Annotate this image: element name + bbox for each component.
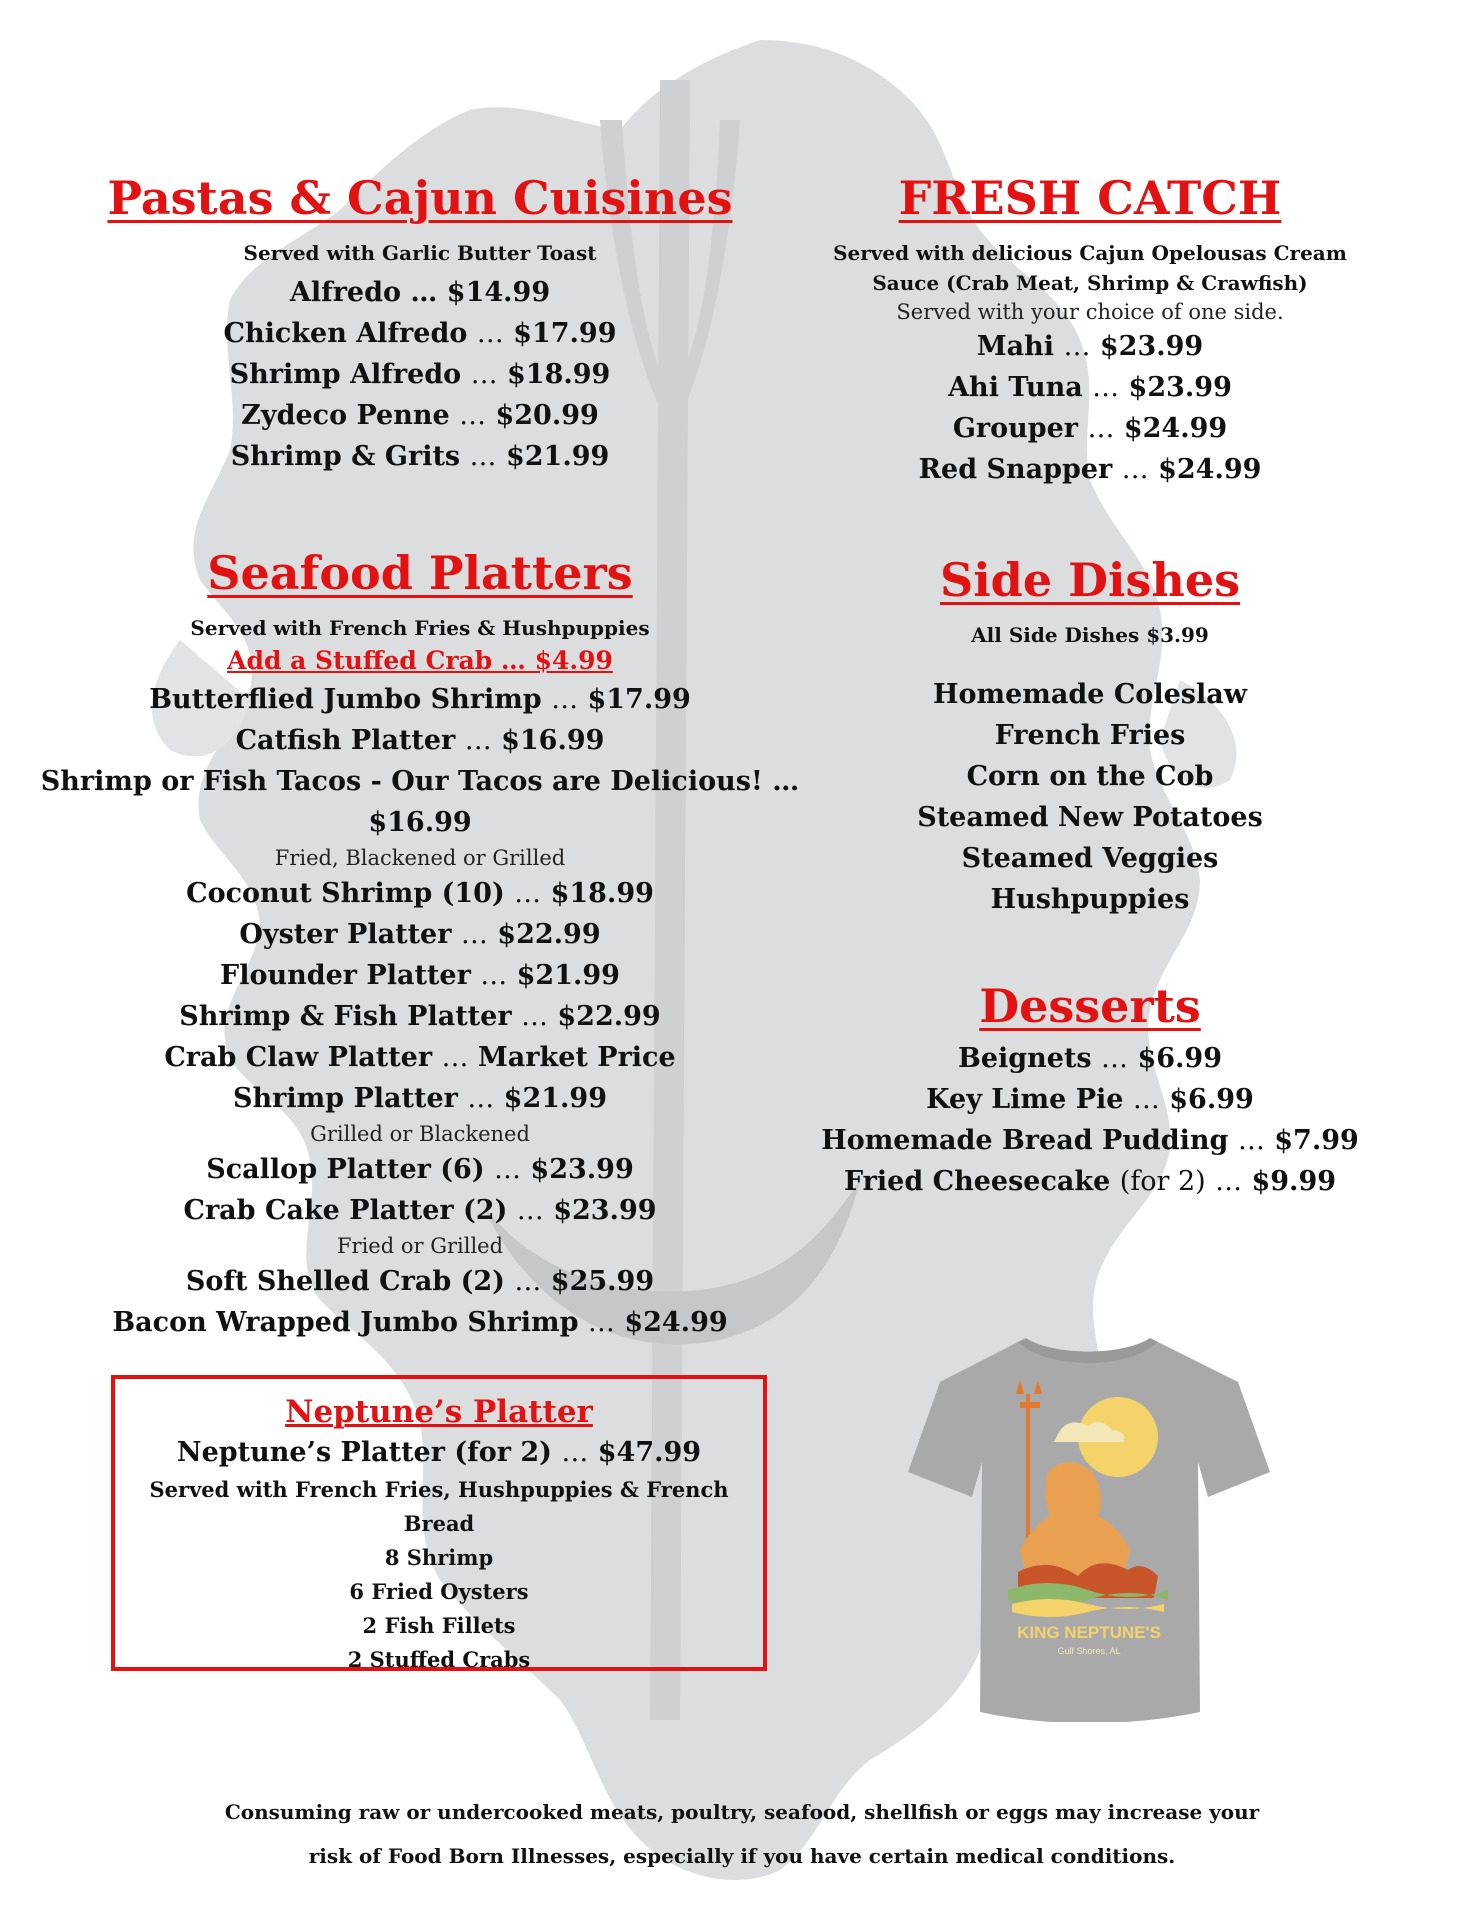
menu-item-price: $6.99 [1169,1084,1254,1115]
menu-item-note: Grilled or Blackened [310,1122,530,1146]
neptune-content-item: 2 Fish Fillets [362,1613,516,1638]
menu-item-name: Scallop Platter (6) [206,1154,485,1185]
menu-item-name: Flounder Platter [220,960,471,991]
side-dish-item: Homemade Coleslaw [933,679,1247,710]
menu-item [40,313,800,354]
menu-item-dots: … [1215,1166,1243,1197]
menu-item-name: Chicken Alfredo [223,318,468,349]
menu-item-dots: … [516,1195,544,1226]
menu-item-name: Shrimp & Fish Platter [179,1001,512,1032]
neptune-item-name: Neptune’s Platter (for 2) [176,1437,552,1468]
menu-item [40,1261,800,1302]
menu-item-name: Bacon Wrapped Jumbo Shrimp [112,1307,579,1338]
desserts-heading: Desserts [979,979,1201,1033]
menu-item-dots: … [1237,1125,1265,1156]
menu-item-price: $16.99 [501,725,605,756]
menu-item-price: Market Price [477,1042,676,1073]
neptune-item-dots: … [561,1437,589,1468]
pastas-list [40,272,800,477]
menu-item-price: $23.99 [1128,372,1232,403]
side-dish-item: Steamed New Potatoes [917,802,1263,833]
menu-item [40,914,800,955]
menu-item-dots: … [464,725,492,756]
menu-item-name: Crab Cake Platter (2) [183,1195,508,1226]
menu-item-dots: … [494,1154,522,1185]
menu-item-dots: … [480,960,508,991]
fresh-catch-section [820,170,1360,490]
menu-item-name: Shrimp Alfredo [229,359,462,390]
platters-heading: Seafood Platters [207,546,633,600]
menu-item-dots: … [1132,1084,1160,1115]
menu-item-dots: … [469,441,497,472]
menu-item-price: $21.99 [505,441,610,472]
menu-item-price: $24.99 [1123,413,1228,444]
side-dish-item: Steamed Veggies [961,843,1219,874]
menu-item [820,1038,1360,1079]
pastas-heading: Pastas & Cajun Cuisines [107,171,733,225]
menu-item-name: Shrimp Platter [232,1083,458,1114]
menu-item-price: $23.99 [1099,331,1204,362]
menu-item-name: Soft Shelled Crab (2) [185,1266,505,1297]
menu-item [820,367,1360,408]
menu-item-name: Grouper [952,413,1079,444]
menu-item-name: Shrimp & Grits [230,441,461,472]
menu-item-dots: … [460,919,488,950]
side-dish-item: French Fries [994,720,1186,751]
neptune-item-price: $47.99 [597,1437,702,1468]
menu-item [820,449,1360,490]
menu-item [40,761,800,843]
menu-item-name: Ahi Tuna [948,372,1083,403]
menu-item [40,873,800,914]
menu-item [820,1120,1360,1161]
right-column [820,170,1360,1202]
menu-item-note: Fried or Grilled [336,1234,504,1258]
neptune-note: Served with French Fries, Hushpuppies & French Bread [149,1477,729,1536]
menu-item-dots: … [476,318,504,349]
fresh-catch-note-1: Served with delicious Cajun Opelousas Cream [833,241,1347,265]
menu-item-price: $7.99 [1274,1125,1359,1156]
neptune-heading: Neptune’s Platter [285,1394,593,1430]
menu-item-dots: … [1121,454,1149,485]
tshirt-image [908,1322,1270,1722]
menu-item-name: Oyster Platter [239,919,452,950]
fresh-catch-note-2: Sauce (Crab Meat, Shrimp & Crawfish) [872,271,1308,295]
menu-item [40,1190,800,1231]
menu-item-name: Beignets [958,1043,1092,1074]
menu-item-name: Mahi [976,331,1055,362]
menu-item-note: Fried, Blackened or Grilled [274,846,566,870]
menu-item-dots: … [1063,331,1091,362]
menu-item-price: $24.99 [1158,454,1262,485]
neptune-contents-list [115,1541,763,1677]
menu-item-price: $20.99 [495,400,599,431]
menu-item [820,408,1360,449]
menu-item [40,272,800,313]
neptune-content-item: 2 Stuffed Crabs [347,1647,531,1672]
menu-item-dots: … [470,359,498,390]
side-dish-item: Corn on the Cob [966,761,1214,792]
disclaimer-line-1: Consuming raw or undercooked meats, poultry, seafood, shellfish or eggs may increase your [224,1800,1260,1824]
menu-item-name: Red Snapper [918,454,1113,485]
menu-item [40,720,800,761]
menu-item-price: $21.99 [503,1083,607,1114]
menu-item [40,955,800,996]
pastas-section [40,170,800,477]
menu-item-dots: … [467,1083,495,1114]
menu-item-price: $25.99 [550,1266,655,1297]
menu-item-price: $6.99 [1137,1043,1222,1074]
menu-item-dots: … [587,1307,615,1338]
menu-item-dots: … [514,878,542,909]
menu-item-price: $21.99 [516,960,620,991]
menu-item-name: Butterflied Jumbo Shrimp [149,684,542,715]
menu-item-dots: … [459,400,487,431]
menu-item-price: $9.99 [1251,1166,1337,1197]
fresh-catch-heading: FRESH CATCH [898,171,1282,225]
stuffed-crab-addon: Add a Stuffed Crab … $4.99 [227,646,613,675]
menu-item-name: Alfredo … $14.99 [289,277,551,308]
menu-item [820,326,1360,367]
health-disclaimer [200,1790,1284,1878]
platters-note: Served with French Fries & Hushpuppies [190,616,650,640]
menu-item-price: $22.99 [497,919,601,950]
menu-item-name: Catfish Platter [235,725,456,756]
platters-list [40,679,800,1343]
menu-item [40,1302,800,1343]
menu-item [40,395,800,436]
menu-item-dots: … [520,1001,548,1032]
menu-item-name: Fried Cheesecake [843,1166,1111,1197]
menu-item-price: $18.99 [507,359,611,390]
menu-item-dots: … [441,1042,469,1073]
menu-item-name: Zydeco Penne [241,400,450,431]
menu-item [820,1079,1360,1120]
sides-heading: Side Dishes [939,553,1240,607]
menu-item-name: Homemade Bread Pudding [821,1125,1229,1156]
menu-item-dots: … [1101,1043,1129,1074]
menu-item-price: $24.99 [624,1307,728,1338]
sides-section [820,552,1360,920]
menu-item-dots: … [514,1266,542,1297]
menu-item-dots: … [1087,413,1115,444]
menu-item-extra: (for 2) [1119,1166,1206,1197]
menu-item [40,354,800,395]
desserts-list [820,1038,1360,1202]
menu-item-dots: … [1092,372,1120,403]
menu-item-name: Coconut Shrimp (10) [186,878,505,909]
menu-item-price: $22.99 [557,1001,661,1032]
desserts-section [820,978,1360,1202]
pastas-note: Served with Garlic Butter Toast [243,241,597,265]
neptune-content-item: 6 Fried Oysters [349,1579,529,1604]
sides-list [820,674,1360,920]
neptune-content-item: 8 Shrimp [384,1545,494,1570]
menu-item [40,436,800,477]
menu-item-name: Crab Claw Platter [164,1042,433,1073]
menu-item [40,1037,800,1078]
neptune-item [115,1433,763,1473]
disclaimer-line-2: risk of Food Born Illnesses, especially if you have certain medical conditions. [308,1844,1176,1868]
tshirt-location: Gulf Shores, AL [1057,1646,1121,1656]
side-dish-item: Hushpuppies [990,884,1190,915]
fresh-catch-list [820,326,1360,490]
menu-item-price: $18.99 [550,878,654,909]
menu-item [40,996,800,1037]
menu-item-name: Key Lime Pie [926,1084,1124,1115]
neptune-platter-box [111,1375,767,1671]
menu-item-price: $23.99 [553,1195,657,1226]
menu-item [40,1078,800,1119]
fresh-catch-side-note: Served with your choice of one side. [896,300,1284,324]
menu-item-price: $17.99 [513,318,617,349]
menu-item [820,1161,1360,1202]
platters-section [40,545,800,1343]
menu-item-dots: … [551,684,579,715]
menu-item-price: $23.99 [530,1154,634,1185]
menu-item-price: $17.99 [587,684,691,715]
menu-item [40,679,800,720]
sides-note: All Side Dishes $3.99 [971,623,1209,647]
tshirt-brand: KING NEPTUNE'S [1017,1623,1161,1642]
menu-item-name: Shrimp or Fish Tacos - Our Tacos are Delicious! … $16.99 [40,766,800,838]
left-column [40,170,800,1343]
menu-item [40,1149,800,1190]
